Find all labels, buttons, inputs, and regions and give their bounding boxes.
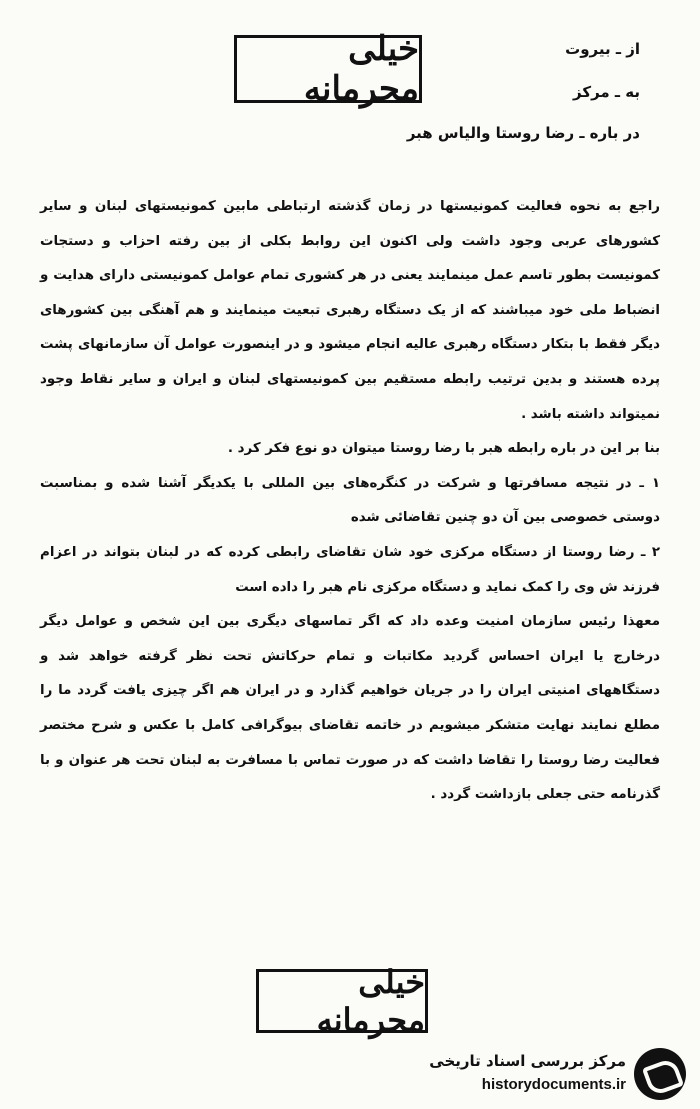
header-subject: در باره ـ رضا روستا والیاس هبر: [406, 124, 640, 142]
paragraph-point-1: ۱ ـ در نتیجه مسافرتها و شرکت در کنگره‌های بین المللی با یکدیگر آشنا شده و بمناسبت دوستی خصوصی بین آن دو چنین تقاضائی شده: [40, 475, 660, 526]
header-to: به ـ مرکز: [573, 83, 640, 101]
org-name: مرکز بررسی اسناد تاریخی: [429, 1052, 626, 1070]
paragraph-closing: معهذا رئیس سازمان امنیت وعده داد که اگر تماسهای دیگری بین این شخص و عوامل دیگر درخارج یا ایران احساس گردید مکاتبات و تمام حرکاتش تحت نظر گرفته خواهد شد و دستگاههای امنیتی ایران را در جریان خواهیم گذارد و در ایران هم اگر چیزی یافت گردد ما را مطلع نمایند نهایت متشکر میشویم در خاتمه تقاضای بیوگرافی کامل با عکس و شرح مختصر فعالیت رضا روستا را تقاضا داشت که در صورت تماس با مسافرت به لبنان تحت هر عنوان و با گذرنامه حتی جعلی بازداشت گردد .: [40, 614, 660, 803]
org-url: historydocuments.ir: [481, 1076, 626, 1093]
confidential-stamp-top: خیلی محرمانه: [234, 35, 422, 103]
watermark-footer: [429, 1048, 686, 1104]
paragraph-conclusion: بنا بر این در باره رابطه هبر با رضا روستا میتوان دو نوع فکر کرد .: [227, 441, 660, 457]
confidential-stamp-bottom: خیلی محرمانه: [256, 969, 428, 1033]
paragraph-intro: راجع به نحوه فعالیت کمونیستها در زمان گذشته ارتباطی مابین کمونیستهای لبنان و سایر کشورهای عربی وجود داشت ولی اکنون این روابط بکلی از بین رفته احزاب و دستجات کمونیست بطور تاسم عمل مینمایند یعنی در هر کشوری تمام عوامل کمونیستی دارای هدایت و انضباط ملی خود میباشند که از یک دستگاه رهبری تبعیت مینمایند و هم آهنگی بین کشورهای دیگر فقط با بتکار دستگاه رهبری عالیه انجام میشود و در اینصورت عوامل آن سازمانهای پشت پرده هستند و بدین ترتیب رابطه مستقیم بین کمونیستهای لبنان و ایران و سایر نقاط وجود نمیتواند داشته باشد .: [40, 199, 660, 422]
document-archive-logo-icon: [634, 1048, 686, 1100]
header-from: از ـ بیروت: [565, 40, 640, 58]
letter-body: [40, 190, 660, 813]
paragraph-point-2: ۲ ـ رضا روستا از دستگاه مرکزی خود شان تقاضای رابطی کرده که در لبنان بتواند در اعزام فرزند ش وی را کمک نماید و دستگاه مرکزی نام هبر را داده است: [40, 544, 660, 595]
